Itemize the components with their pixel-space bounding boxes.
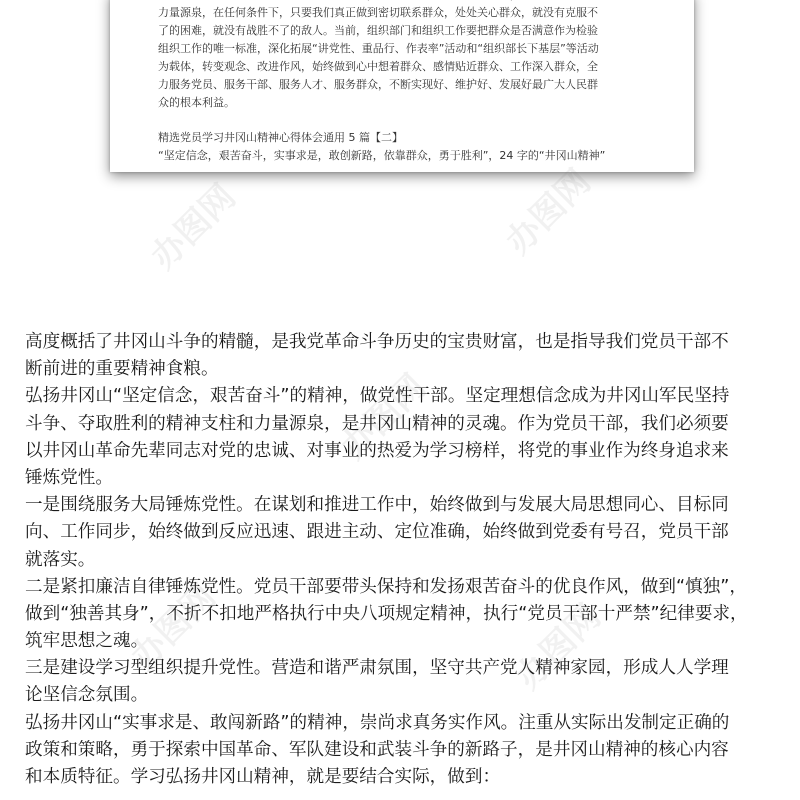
preview-line: 力量源泉，在任何条件下，只要我们真正做到密切联系群众，处处关心群众，就没有克服不 [158,6,598,19]
document-body [25,329,780,791]
body-line: 锤炼党性。 [25,467,113,488]
preview-text [158,0,650,165]
body-line: 二是紧扣廉洁自律锤炼党性。党员干部要带头保持和发扬艰苦奋斗的优良作风，做到“慎独”， [25,576,747,597]
watermark: 办图网 [508,596,609,698]
preview-line: 组织工作的唯一标准，深化拓展“讲党性、重品行、作表率”活动和“组织部长下基层”等活动 [158,42,599,55]
body-line: 和本质特征。学习弘扬井冈山精神，就是要结合实际，做到： [25,767,501,787]
preview-line: 力服务党员、服务干部、服务人才、服务群众，不断实现好、维护好、发展好最广大人民群 [158,78,598,91]
watermark: 办图网 [498,161,599,263]
body-line: 向、工作同步，始终做到反应迅速、跟进主动、定位准确，始终做到党委有号召，党员干部 [25,522,729,543]
preview-line: 为载体，转变观念、改进作风，始终做到心中想着群众、感情贴近群众、工作深入群众，全 [158,60,598,73]
body-line: 做到“独善其身”，不折不扣地严格执行中央八项规定精神，执行“党员干部十严禁”纪律要求， [25,603,748,624]
watermark: 办图网 [143,176,244,278]
body-line: 论坚信念氛围。 [25,685,149,706]
preview-line: 了的困难，就没有战胜不了的敌人。当前，组织部门和组织工作要把群众是否满意作为检验 [158,24,598,37]
document-preview-card [110,0,694,172]
body-line: 斗争、夺取胜利的精神支柱和力量源泉，是井冈山精神的灵魂。作为党员干部，我们必须要 [25,413,729,434]
preview-section-heading: 精选党员学习井冈山精神心得体会通用 5 篇【二】 [158,131,403,144]
body-line: 一是围绕服务大局锤炼党性。在谋划和推进工作中，始终做到与发展大局思想同心、目标同 [25,495,729,516]
watermark: 办图网 [333,366,434,468]
preview-line: 众的根本利益。 [158,96,235,109]
body-line: 筑牢思想之魂。 [25,631,149,652]
body-line: 弘扬井冈山“实事求是、敢闯新路”的精神，崇尚求真务实作风。注重从实际出发制定正确的 [25,712,730,733]
body-line: 高度概括了井冈山斗争的精髓，是我党革命斗争历史的宝贵财富，也是指导我们党员干部不 [25,332,729,352]
watermark: 办图网 [123,576,224,678]
body-line: 就落实。 [25,549,96,570]
body-line: 政策和策略，勇于探索中国革命、军队建设和武装斗争的新路子，是井冈山精神的核心内容 [25,739,729,760]
body-line: 以井冈山革命先辈同志对党的忠诚、对事业的热爱为学习榜样，将党的事业作为终身追求来 [25,440,729,461]
body-line: 三是建设学习型组织提升党性。营造和谐严肃氛围，坚守共产党人精神家园，形成人人学理 [25,658,729,679]
body-line: 弘扬井冈山“坚定信念，艰苦奋斗”的精神，做党性干部。坚定理想信念成为井冈山军民坚持 [25,386,730,407]
body-line: 断前进的重要精神食粮。 [25,359,219,380]
preview-line: “坚定信念，艰苦奋斗，实事求是，敢创新路，依靠群众，勇于胜利”，24 字的“井冈山精神” [158,149,606,162]
